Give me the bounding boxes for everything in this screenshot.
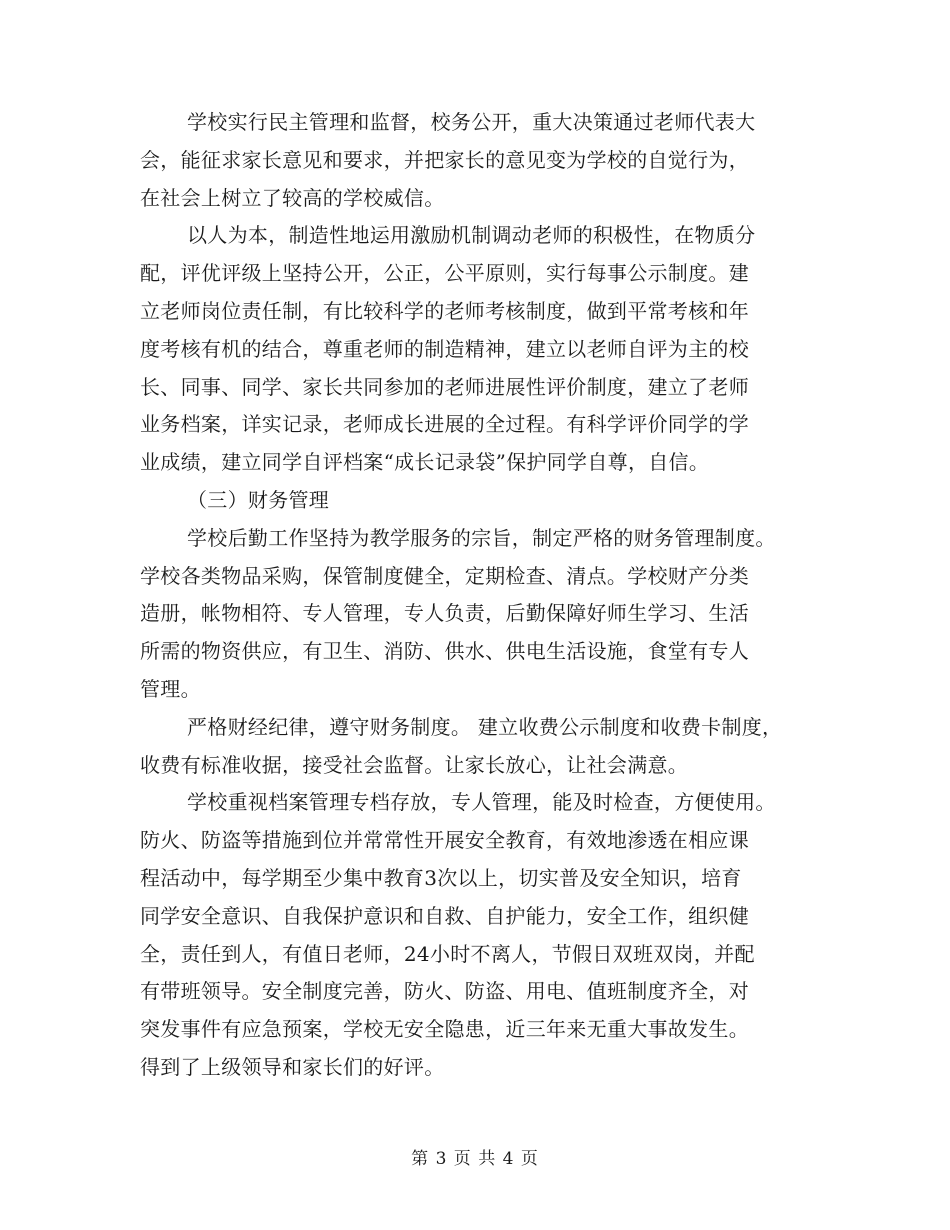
paragraph — [140, 784, 830, 1086]
paragraph — [140, 520, 830, 709]
text-line: 在社会上树立了较高的学校威信。 — [140, 185, 445, 210]
text-line: 业务档案，详实记录，老师成长进展的全过程。有科学评价同学的学 — [140, 412, 749, 437]
text-line: 同学安全意识、自我保护意识和自救、自护能力，安全工作，组织健 — [140, 903, 749, 928]
text-line: 收费有标准收据，接受社会监督。让家长放心，让社会满意。 — [140, 752, 689, 777]
text-line: 造册，帐物相符、专人管理，专人负责，后勤保障好师生学习、生活 — [140, 601, 749, 626]
text-line: 有带班领导。安全制度完善，防火、防盗、用电、值班制度齐全，对 — [140, 979, 749, 1004]
text-line: 业成绩，建立同学自评档案“成长记录袋”保护同学自尊，自信。 — [140, 450, 710, 475]
paragraph — [140, 709, 830, 785]
document-body — [140, 104, 830, 1087]
paragraph — [140, 482, 830, 520]
text-line: 学校重视档案管理专档存放，专人管理，能及时检查，方便使用。 — [187, 790, 776, 815]
text-line: 得到了上级领导和家长们的好评。 — [140, 1054, 445, 1079]
text-line: 会，能征求家长意见和要求，并把家长的意见变为学校的自觉行为， — [140, 147, 749, 172]
text-line: 严格财经纪律，遵守财务制度。 建立收费公示制度和收费卡制度， — [187, 714, 783, 739]
text-line: 全，责任到人，有值日老师，24小时不离人，节假日双班双岗，并配 — [140, 941, 755, 966]
text-line: 程活动中，每学期至少集中教育3次以上，切实普及安全知识，培育 — [140, 865, 742, 890]
text-line: 立老师岗位责任制，有比较科学的老师考核制度，做到平常考核和年 — [140, 298, 749, 323]
paragraph — [140, 217, 830, 482]
text-line: 突发事件有应急预案，学校无安全隐患，近三年来无重大事故发生。 — [140, 1017, 749, 1042]
text-line: 学校实行民主管理和监督，校务公开，重大决策通过老师代表大 — [187, 110, 756, 134]
text-line: 防火、防盗等措施到位并常常性开展安全教育，有效地渗透在相应课 — [140, 828, 749, 853]
text-line: 长、同事、同学、家长共同参加的老师进展性评价制度，建立了老师 — [140, 374, 749, 399]
paragraph — [140, 104, 830, 217]
text-line: 配，评优评级上坚持公开，公正，公平原则，实行每事公示制度。建 — [140, 261, 749, 286]
page-footer: 第 3 页 共 4 页 — [411, 1149, 539, 1169]
text-line: 学校各类物品采购，保管制度健全，定期检查、清点。学校财产分类 — [140, 563, 749, 588]
text-line: 以人为本，制造性地运用激励机制调动老师的积极性，在物质分 — [187, 223, 756, 248]
text-line: 管理。 — [140, 676, 201, 701]
text-line: 所需的物资供应，有卫生、消防、供水、供电生活设施，食堂有专人 — [140, 639, 749, 664]
text-line: 度考核有机的结合，尊重老师的制造精神，建立以老师自评为主的校 — [140, 336, 749, 361]
text-line: （三）财务管理 — [187, 487, 330, 512]
text-line: 学校后勤工作坚持为教学服务的宗旨，制定严格的财务管理制度。 — [187, 525, 776, 550]
